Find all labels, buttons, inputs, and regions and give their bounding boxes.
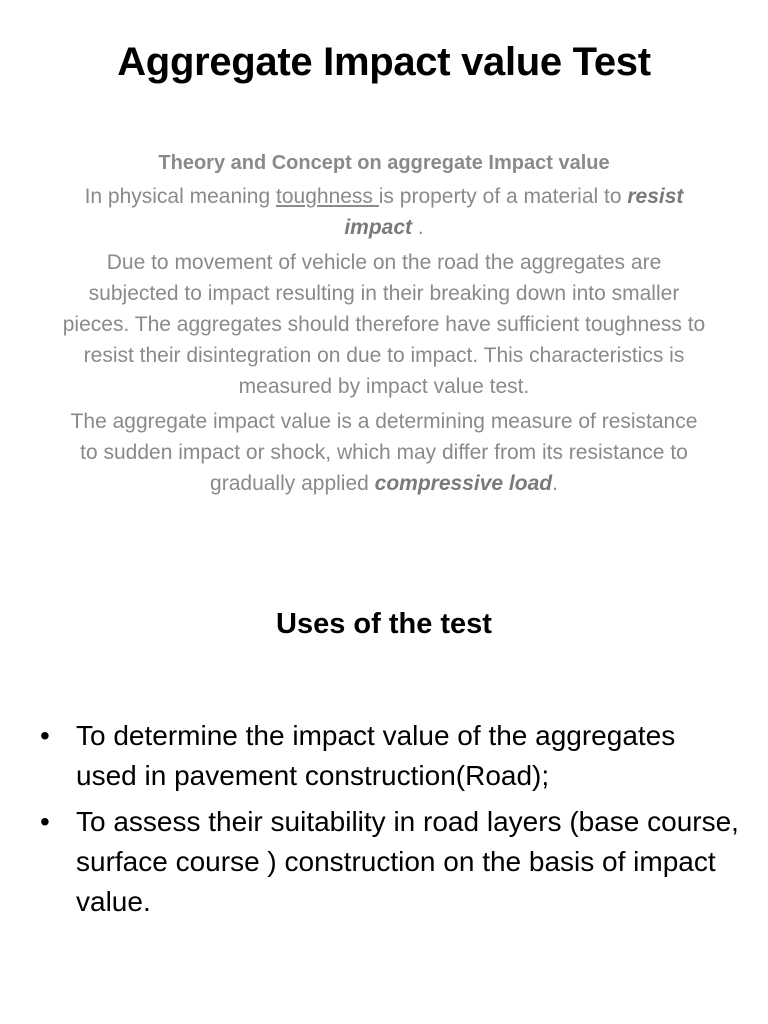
bullet-icon: •: [40, 720, 50, 751]
uses-bullet-list: [40, 716, 740, 928]
compressive-load-term: compressive load: [374, 472, 553, 495]
bullet-icon: •: [40, 806, 50, 837]
theory-p1-end: .: [412, 216, 424, 239]
theory-p1-text: In physical meaning: [84, 185, 277, 208]
theory-heading: Theory and Concept on aggregate Impact value: [158, 152, 610, 174]
theory-paragraph-impact-value: [60, 406, 708, 499]
slide-title: Aggregate Impact value Test: [117, 40, 651, 84]
theory-paragraph-movement: Due to movement of vehicle on the road the aggregates are subjected to impact resulting in their breaking down into smaller pieces. The aggregates should therefore have sufficient toughness to resist their disintegration on due to impact. This characteristics is measured by impact value test.: [62, 251, 706, 398]
toughness-underlined-term: toughness: [276, 185, 379, 208]
uses-heading: Uses of the test: [276, 608, 492, 640]
bullet-text: To assess their suitability in road layers (base course, surface course ) construction on the basis of impact value.: [76, 806, 739, 917]
bullet-item: [40, 802, 740, 922]
resist-impact-term: resist impact: [344, 185, 684, 239]
theory-paragraph-toughness: [60, 181, 708, 243]
bullet-item: [40, 716, 740, 796]
theory-section: [60, 148, 708, 503]
bullet-text: To determine the impact value of the aggregates used in pavement construction(Road);: [76, 720, 676, 791]
theory-p1-text-2: is property of a material to: [378, 185, 628, 208]
theory-p3-text: The aggregate impact value is a determining measure of resistance to sudden impact or shock, which may differ from its resistance to gradually applied: [70, 410, 698, 495]
theory-p3-end: .: [552, 472, 558, 495]
